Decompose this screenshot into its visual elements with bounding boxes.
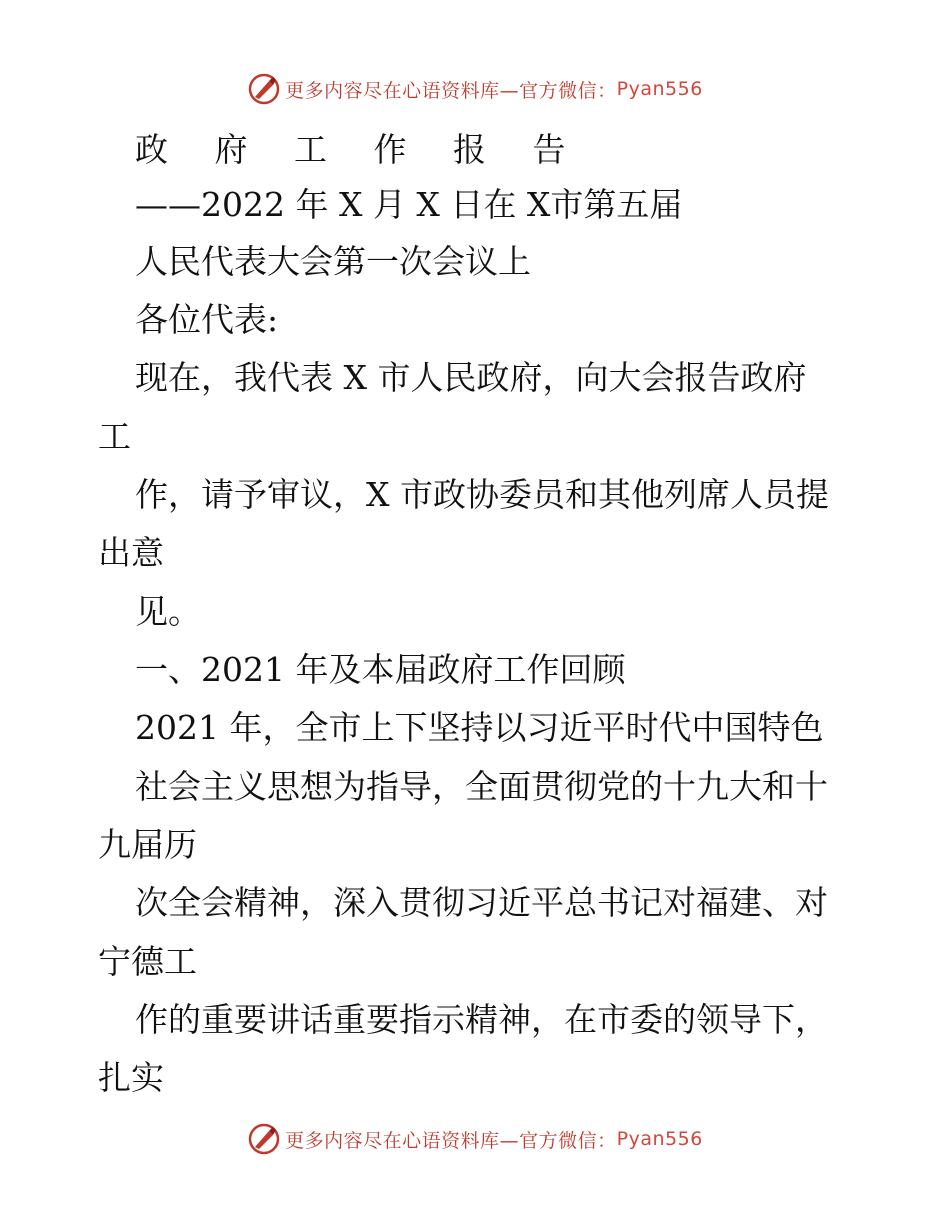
watermark-text: 更多内容尽在心语资料库—官方微信：	[285, 79, 617, 102]
doc-line: 出意	[98, 533, 164, 572]
doc-line: 作，请予审议，X 市政协委员和其他列席人员提	[135, 475, 829, 514]
doc-line: 扎实	[98, 1058, 164, 1097]
doc-line: 宁德工	[98, 942, 197, 981]
doc-line: 现在，我代表 X 市人民政府，向大会报告政府	[135, 358, 807, 397]
doc-line-subtitle-1: ——2022 年 X 月 X 日在 X市第五届	[135, 185, 683, 224]
doc-title: 政 府 工 作 报 告	[135, 130, 584, 169]
pen-logo-icon	[247, 72, 281, 106]
doc-line: 作的重要讲话重要指示精神，在市委的领导下，	[135, 1000, 828, 1039]
doc-line: 工	[98, 417, 131, 456]
doc-line: 次全会精神，深入贯彻习近平总书记对福建、对	[135, 883, 828, 922]
footer-watermark	[0, 1122, 950, 1156]
doc-line: 社会主义思想为指导，全面贯彻党的十九大和十	[135, 767, 828, 806]
watermark-code: Pyan556	[616, 78, 703, 100]
doc-line: 九届历	[98, 825, 197, 864]
doc-line: 见。	[135, 592, 201, 631]
watermark-code: Pyan556	[616, 1128, 703, 1150]
pen-logo-icon	[247, 1122, 281, 1156]
doc-line-subtitle-2: 人民代表大会第一次会议上	[135, 242, 531, 281]
doc-line: 2021 年，全市上下坚持以习近平时代中国特色	[135, 708, 824, 747]
doc-line-salutation: 各位代表:	[135, 300, 279, 339]
watermark-text: 更多内容尽在心语资料库—官方微信：	[285, 1129, 617, 1152]
header-watermark	[0, 72, 950, 106]
doc-section-heading: 一、2021 年及本届政府工作回顾	[135, 650, 626, 689]
